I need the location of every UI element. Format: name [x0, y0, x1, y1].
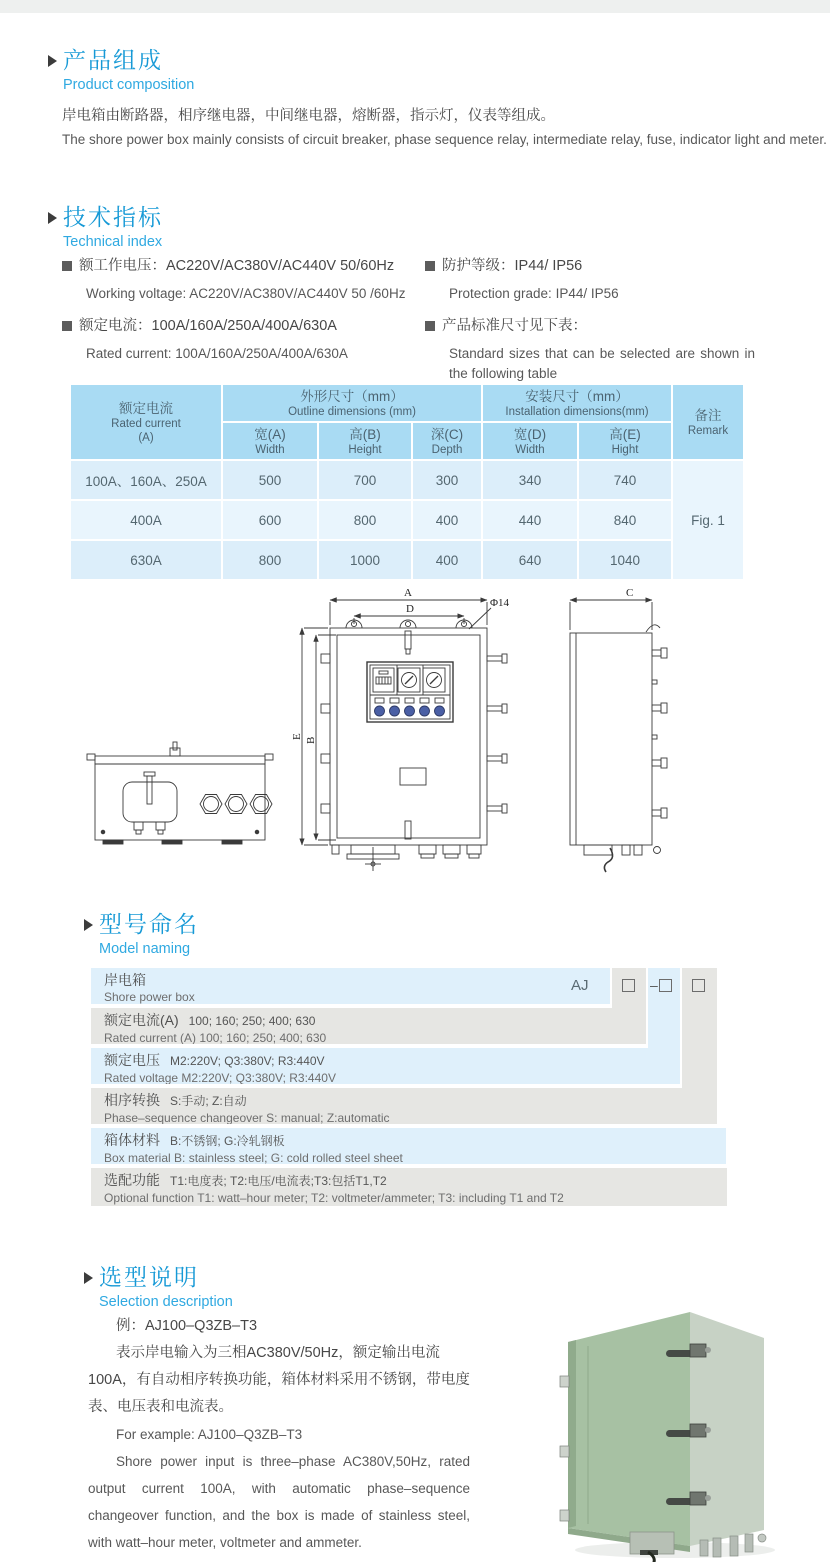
- row-label-cn: 额定电压: [104, 1052, 160, 1068]
- cell-height: 800: [319, 501, 411, 539]
- subheader-en: Hight: [611, 443, 639, 456]
- dim-label-d: D: [406, 603, 414, 615]
- section-subtitle: Product composition: [63, 77, 195, 93]
- composition-text-cn: 岸电箱由断路器，相序继电器，中间继电器，熔断器，指示灯，仪表等组成。: [62, 108, 555, 124]
- cell-inst-width: 340: [483, 461, 577, 499]
- dim-label-c: C: [626, 587, 634, 599]
- section-title: 型号命名: [99, 911, 199, 937]
- model-row-box-material: [91, 1128, 726, 1164]
- cell-inst-height: 740: [579, 461, 671, 499]
- model-code-box-icon: [622, 979, 635, 992]
- row-label-cn: 相序转换: [104, 1092, 160, 1108]
- header-unit: (A): [138, 431, 154, 444]
- subheader-cn: 深(C): [430, 426, 464, 442]
- bullet-protection-grade: [425, 257, 755, 304]
- row-label-en: Optional function: [104, 1191, 195, 1205]
- bottom-view-drawing: [87, 742, 273, 844]
- row-label-en: Rated current (A): [104, 1031, 197, 1044]
- cell-current: 400A: [71, 501, 221, 539]
- bullet-text-en: Standard sizes that can be selected are shown in the following table: [449, 346, 755, 381]
- row-value-cn: M2:220V; Q3:380V; R3:440V: [170, 1054, 325, 1068]
- dim-label-a: A: [404, 587, 412, 599]
- bullet-text-cn: 防护等级：IP44/ IP56: [442, 258, 583, 274]
- selection-desc-cn: 表示岸电输入为三相AC380V/50Hz，额定输出电流100A，有自动相序转换功能，箱体材料采用不锈钢，带电度表、电压表和电流表。: [88, 1345, 470, 1415]
- cell-height: 700: [319, 461, 411, 499]
- side-view-drawing: [570, 600, 667, 872]
- model-prefix: AJ: [571, 977, 589, 994]
- table-subheader-width-a: [223, 423, 317, 459]
- header-cn: 备注: [694, 407, 722, 423]
- section-product-composition-header: [48, 46, 194, 93]
- subheader-en: Width: [255, 443, 285, 456]
- header-cn: 外形尺寸（mm）: [300, 388, 404, 404]
- header-en: Installation dimensions(mm): [505, 405, 649, 418]
- table-header-rated-current: [71, 385, 221, 459]
- size-table: [69, 383, 745, 581]
- dim-label-dia: Φ14: [490, 597, 510, 609]
- section-marker-icon: [48, 212, 57, 224]
- product-photo: [540, 1298, 812, 1562]
- section-subtitle: Selection description: [99, 1294, 233, 1310]
- selection-example-cn: 例：AJ100–Q3ZB–T3: [116, 1318, 258, 1334]
- row-value-en: S: manual; Z:automatic: [266, 1111, 390, 1124]
- cell-height: 1000: [319, 541, 411, 579]
- selection-desc-en: Shore power input is three–phase AC380V,50Hz, rated output current 100A, with automatic phase–sequence changeover function, and the box is made of stainless steel, with watt–hour meter, voltmeter and ammeter.: [88, 1454, 470, 1550]
- bullet-square-icon: [62, 261, 72, 271]
- selection-text-block: [88, 1313, 470, 1556]
- model-naming-table: [91, 968, 731, 1206]
- cell-current: 100A、160A、250A: [71, 461, 221, 499]
- model-code-dash: –: [650, 977, 658, 993]
- row-label-en: Shore power box: [104, 990, 195, 1004]
- section-subtitle: Model naming: [99, 941, 191, 957]
- table-subheader-width-d: [483, 423, 577, 459]
- table-row: [71, 501, 743, 539]
- cell-depth: 300: [413, 461, 481, 499]
- model-code-box-icon: [659, 979, 672, 992]
- section-marker-icon: [84, 919, 93, 931]
- model-row-rated-voltage: [91, 1048, 680, 1084]
- composition-text-en: The shore power box mainly consists of circuit breaker, phase sequence relay, intermediate relay, fuse, indicator light and meter.: [62, 132, 827, 147]
- row-label-cn: 额定电流(A): [104, 1012, 179, 1028]
- section-selection-header: [84, 1263, 233, 1310]
- subheader-cn: 宽(A): [254, 426, 286, 442]
- subheader-en: Depth: [431, 443, 463, 456]
- model-code-box-icon: [692, 979, 705, 992]
- row-value-cn: T1:电度表; T2:电压/电流表;T3:包括T1,T2: [170, 1174, 387, 1188]
- model-row-shore-power-box: [91, 968, 610, 1004]
- bullet-square-icon: [62, 321, 72, 331]
- cell-depth: 400: [413, 541, 481, 579]
- bullet-text-cn: 额定电流：100A/160A/250A/400A/630A: [79, 318, 337, 334]
- table-header-installation-dims: [483, 385, 671, 421]
- header-cn: 额定电流: [119, 400, 173, 416]
- bullet-square-icon: [425, 321, 435, 331]
- bullet-standard-sizes: [425, 317, 755, 384]
- page-top-strip: [0, 0, 830, 13]
- row-label-cn: 岸电箱: [104, 972, 146, 988]
- bullet-text-en: Rated current: 100A/160A/250A/400A/630A: [86, 346, 348, 361]
- bullets-right-column: [425, 257, 755, 397]
- row-label-cn: 选配功能: [104, 1172, 160, 1188]
- cell-inst-width: 640: [483, 541, 577, 579]
- subheader-cn: 高(B): [349, 426, 381, 442]
- bullet-working-voltage: [62, 257, 405, 304]
- bullet-square-icon: [425, 261, 435, 271]
- table-subheader-height-b: [319, 423, 411, 459]
- cell-width: 500: [223, 461, 317, 499]
- selection-example-en: For example: AJ100–Q3ZB–T3: [116, 1427, 303, 1442]
- table-row: [71, 461, 743, 499]
- header-en: Rated current: [111, 417, 181, 430]
- section-marker-icon: [48, 55, 57, 67]
- table-subheader-hight-e: [579, 423, 671, 459]
- bullet-rated-current: [62, 317, 405, 364]
- row-label-en: Box material: [104, 1151, 171, 1164]
- cell-inst-width: 440: [483, 501, 577, 539]
- row-value-en: T1: watt–hour meter; T2: voltmeter/ammeter; T3: including T1 and T2: [197, 1191, 564, 1205]
- dimension-drawings: [70, 578, 750, 878]
- table-header-outline-dims: [223, 385, 481, 421]
- bullet-text-en: Working voltage: AC220V/AC380V/AC440V 50 /60Hz: [86, 286, 406, 301]
- row-value-cn: 100; 160; 250; 400; 630: [188, 1014, 316, 1028]
- row-value-en: M2:220V; Q3:380V; R3:440V: [181, 1071, 336, 1084]
- section-title: 产品组成: [63, 47, 163, 73]
- dim-label-b: B: [305, 736, 317, 744]
- subheader-cn: 宽(D): [513, 426, 547, 442]
- door-hinges: [560, 1376, 569, 1521]
- subheader-cn: 高(E): [609, 426, 641, 442]
- model-row-rated-current: [91, 1008, 646, 1044]
- bullet-text-cn: 产品标准尺寸见下表：: [442, 318, 587, 334]
- header-en: Remark: [687, 424, 729, 437]
- front-view-drawing: [302, 600, 507, 871]
- row-label-cn: 箱体材料: [104, 1132, 160, 1148]
- row-value-cn: B:不锈钢; G:冷轧钢板: [170, 1134, 285, 1148]
- table-row: [71, 541, 743, 579]
- table-subheader-depth-c: [413, 423, 481, 459]
- header-cn: 安装尺寸（mm）: [525, 388, 629, 404]
- cell-inst-height: 840: [579, 501, 671, 539]
- subheader-en: Width: [515, 443, 545, 456]
- bullets-left-column: [62, 257, 405, 377]
- section-technical-index-header: [48, 203, 163, 250]
- model-row-optional-function: [91, 1168, 727, 1206]
- header-en: Outline dimensions (mm): [288, 405, 416, 418]
- section-model-naming-header: [84, 910, 199, 957]
- cell-width: 800: [223, 541, 317, 579]
- section-marker-icon: [84, 1272, 93, 1284]
- section-title: 技术指标: [63, 204, 163, 230]
- section-subtitle: Technical index: [63, 234, 163, 250]
- section-title: 选型说明: [99, 1264, 199, 1290]
- row-label-en: Rated voltage: [104, 1071, 179, 1084]
- dim-label-e: E: [291, 733, 303, 740]
- subheader-en: Height: [348, 443, 382, 456]
- cell-depth: 400: [413, 501, 481, 539]
- cell-current: 630A: [71, 541, 221, 579]
- cell-remark: Fig. 1: [673, 461, 743, 579]
- model-row-phase-changeover: [91, 1088, 717, 1124]
- row-value-en: 100; 160; 250; 400; 630: [199, 1031, 327, 1044]
- row-value-en: B: stainless steel; G: cold rolled steel sheet: [174, 1151, 403, 1164]
- cell-inst-height: 1040: [579, 541, 671, 579]
- cell-width: 600: [223, 501, 317, 539]
- row-value-cn: S:手动; Z:自动: [170, 1094, 247, 1108]
- row-label-en: Phase–sequence changeover: [104, 1111, 263, 1124]
- bullet-text-en: Protection grade: IP44/ IP56: [449, 286, 619, 301]
- bullet-text-cn: 额工作电压：AC220V/AC380V/AC440V 50/60Hz: [79, 258, 395, 274]
- table-header-remark: [673, 385, 743, 459]
